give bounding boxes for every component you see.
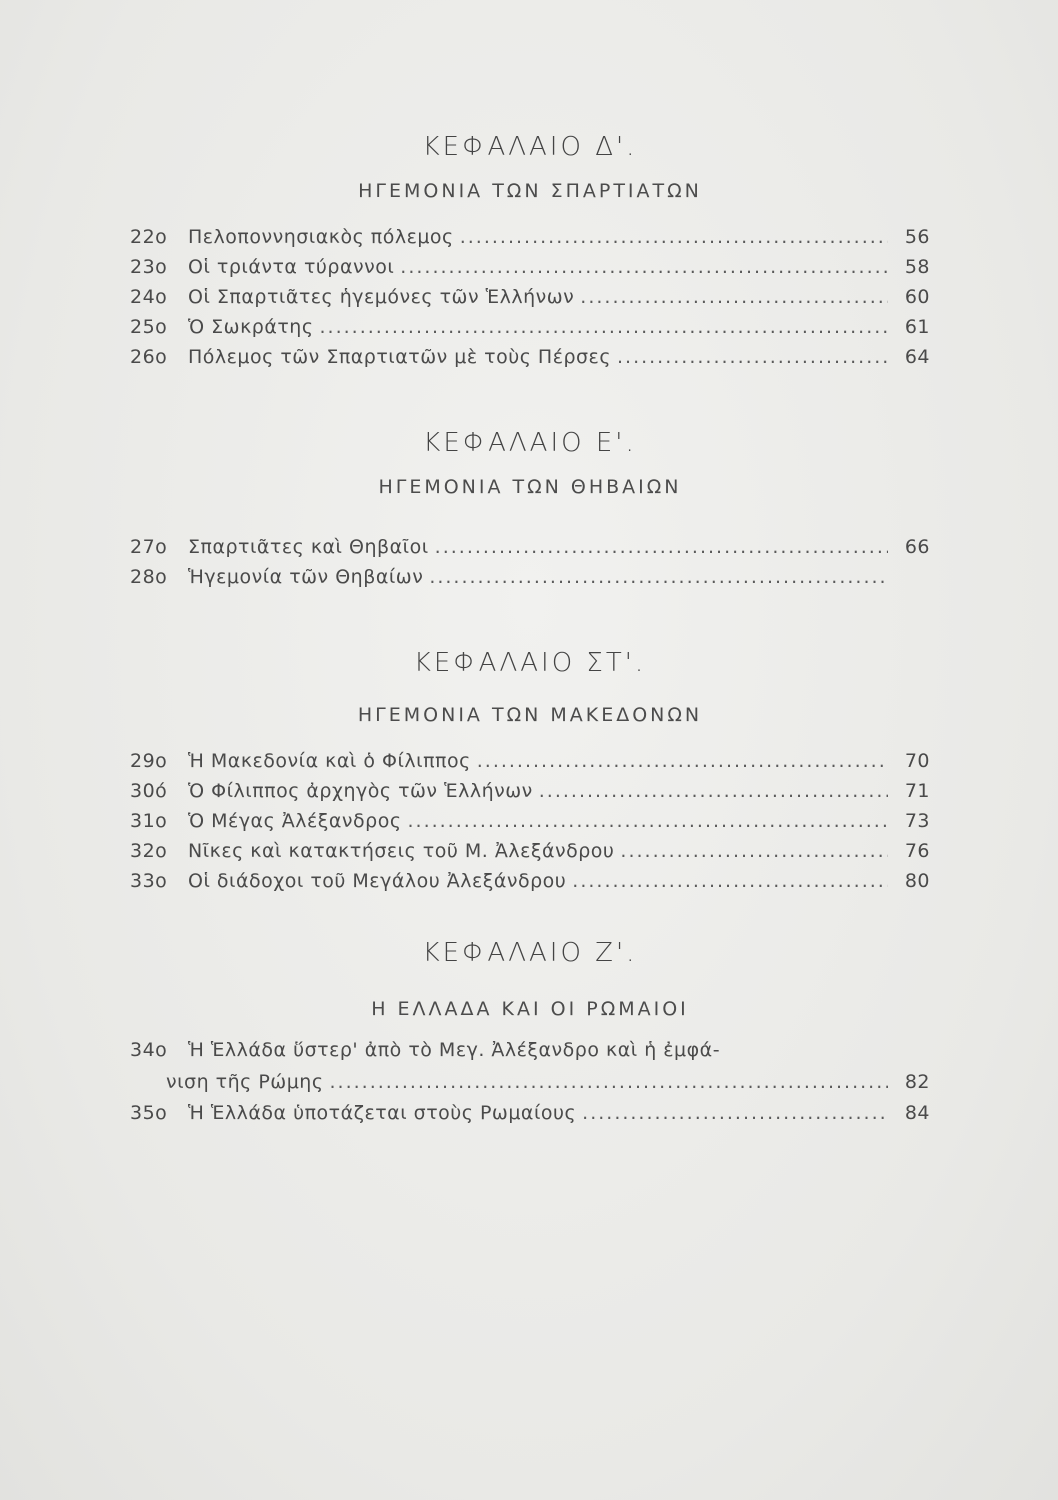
dot-leader — [617, 342, 888, 372]
entry-title: Ἡ Ἑλλάδα ὕστερ' ἀπὸ τὸ Μεγ. Ἀλέξανδρο καὶ ἡ ἐμφά- — [188, 1039, 721, 1061]
entry-number: 32ο — [130, 840, 168, 862]
entry-number: 34ο — [130, 1039, 168, 1061]
entry-number: 26ο — [130, 346, 168, 368]
entry-title: Ὁ Μέγας Ἀλέξανδρος — [188, 810, 402, 832]
dot-leader — [435, 532, 888, 562]
entry-page: 60 — [904, 286, 930, 308]
toc-entries — [130, 1034, 930, 1128]
entry-number: 22ο — [130, 226, 168, 248]
toc-entry — [130, 532, 930, 562]
entry-page: 73 — [904, 810, 930, 832]
dot-leader — [572, 866, 888, 896]
toc-entry — [130, 312, 930, 342]
chapter-subtitle: ΗΓΕΜΟΝΙΑ ΤΩΝ ΘΗΒΑΙΩΝ — [378, 476, 682, 498]
entry-page: 80 — [904, 870, 930, 892]
dot-leader — [539, 776, 888, 806]
entry-number: 24ο — [130, 286, 168, 308]
dot-leader — [477, 746, 888, 776]
dot-leader — [580, 282, 888, 312]
dot-leader — [620, 836, 888, 866]
chapter-heading: ΚΕΦΑΛΑΙΟ Δ'. — [422, 132, 638, 162]
entry-number: 25ο — [130, 316, 168, 338]
entry-page: 84 — [904, 1102, 930, 1124]
entry-title: Ἡγεμονία τῶν Θηβαίων — [188, 566, 424, 588]
chapter-section-st — [130, 648, 930, 896]
toc-entry — [130, 1034, 930, 1098]
toc-entry — [130, 222, 930, 252]
toc-entry — [130, 836, 930, 866]
entry-page: 71 — [904, 780, 930, 802]
entry-page: 76 — [904, 840, 930, 862]
entry-number: 33ο — [130, 870, 168, 892]
entry-title: Σπαρτιᾶτες καὶ Θηβαῖοι — [188, 536, 429, 558]
entry-title: Ἡ Ἑλλάδα ὑποτάζεται στοὺς Ρωμαίους — [188, 1102, 577, 1124]
entry-title: Πόλεμος τῶν Σπαρτιατῶν μὲ τοὺς Πέρσες — [188, 346, 611, 368]
toc-entry — [130, 282, 930, 312]
toc-entry — [130, 866, 930, 896]
chapter-heading: ΚΕΦΑΛΑΙΟ ΣΤ'. — [413, 648, 647, 678]
entry-title: Ὁ Φίλιππος ἀρχηγὸς τῶν Ἑλλήνων — [188, 780, 533, 802]
entry-title: Οἱ διάδοχοι τοῦ Μεγάλου Ἀλεξάνδρου — [188, 870, 567, 892]
toc-entry — [130, 562, 930, 592]
chapter-section-z — [130, 938, 930, 1128]
chapter-heading: ΚΕΦΑΛΑΙΟ Ε'. — [423, 428, 637, 458]
chapter-subtitle: Η ΕΛΛΑΔΑ ΚΑΙ ΟΙ ΡΩΜΑΙΟΙ — [371, 998, 689, 1020]
dot-leader — [582, 1098, 888, 1128]
entry-page: 70 — [904, 750, 930, 772]
entry-page: 61 — [904, 316, 930, 338]
dot-leader — [407, 806, 888, 836]
entry-number: 30ό — [130, 780, 168, 802]
entry-page: 66 — [904, 536, 930, 558]
toc-entry — [130, 776, 930, 806]
dot-leader — [429, 562, 888, 592]
toc-entry — [130, 252, 930, 282]
entry-title: Οἱ τριάντα τύραννοι — [188, 256, 395, 278]
entry-title-continued: νιση τῆς Ρώμης — [166, 1071, 324, 1093]
entry-number: 31ο — [130, 810, 168, 832]
entry-title: Ὁ Σωκράτης — [188, 316, 314, 338]
chapter-heading: ΚΕΦΑΛΑΙΟ Ζ'. — [422, 938, 638, 968]
toc-entry — [130, 746, 930, 776]
chapter-section-e — [130, 428, 930, 592]
entry-title: Νῖκες καὶ κατακτήσεις τοῦ Μ. Ἀλεξάνδρου — [188, 840, 615, 862]
toc-entries — [130, 746, 930, 896]
entry-title: Πελοποννησιακὸς πόλεμος — [188, 226, 454, 248]
dot-leader — [400, 252, 888, 282]
dot-leader — [460, 222, 888, 252]
entry-number: 23ο — [130, 256, 168, 278]
entry-number: 29ο — [130, 750, 168, 772]
entry-title: Οἱ Σπαρτιᾶτες ἡγεμόνες τῶν Ἑλλήνων — [188, 286, 575, 308]
entry-number: 27ο — [130, 536, 168, 558]
toc-entry — [130, 342, 930, 372]
entry-page: 64 — [904, 346, 930, 368]
toc-entries — [130, 532, 930, 592]
entry-page: 82 — [904, 1071, 930, 1093]
entry-page: 56 — [904, 226, 930, 248]
entry-number: 28ο — [130, 566, 168, 588]
dot-leader — [330, 1066, 889, 1098]
toc-entry — [130, 1098, 930, 1128]
toc-entries — [130, 222, 930, 372]
dot-leader — [320, 312, 889, 342]
entry-page: 58 — [904, 256, 930, 278]
chapter-subtitle: ΗΓΕΜΟΝΙΑ ΤΩΝ ΜΑΚΕΔΟΝΩΝ — [357, 704, 703, 726]
entry-title: Ἡ Μακεδονία καὶ ὁ Φίλιππος — [188, 750, 471, 772]
chapter-subtitle: ΗΓΕΜΟΝΙΑ ΤΩΝ ΣΠΑΡΤΙΑΤΩΝ — [358, 180, 702, 202]
entry-number: 35ο — [130, 1102, 168, 1124]
chapter-section-d — [130, 132, 930, 372]
toc-entry — [130, 806, 930, 836]
